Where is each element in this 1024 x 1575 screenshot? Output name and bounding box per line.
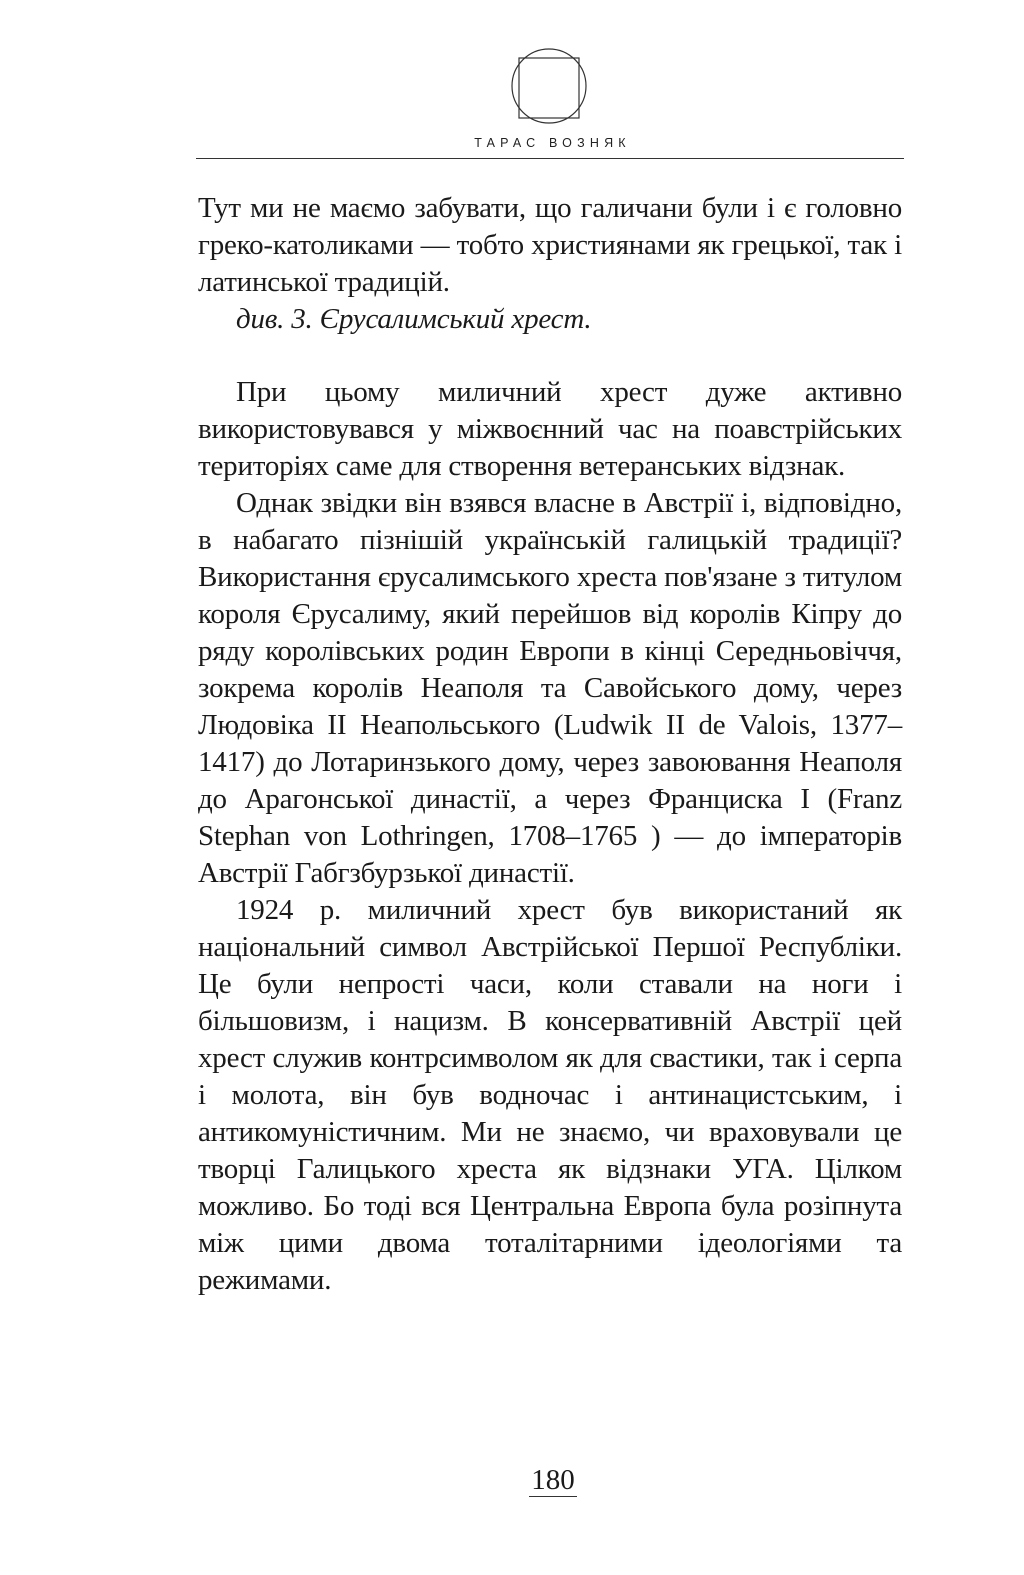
circle-square-logo-icon [509, 46, 589, 126]
header-rule [196, 158, 904, 159]
page-number [196, 1462, 904, 1499]
page-number-value: 180 [531, 1464, 575, 1496]
running-title: ТАРАС ВОЗНЯК [474, 136, 631, 150]
body-text [198, 190, 902, 1299]
paragraph-1: Тут ми не маємо забувати, що галичани були і є головно греко-католиками — тобто християнами як грецької, так і латинської традицій. [198, 192, 902, 298]
paragraph-gap [198, 338, 902, 374]
paragraph-4: 1924 р. миличний хрест був використаний як національний символ Австрійської Першої Республіки. Це були непрості часи, коли ставали на ноги і більшовизм, і нацизм. В консервативній Австрії цей хрест служив контрсимволом як для свастики, так і серпа і молота, він був водночас і антинацистським, і антикомуністичним. Ми не знаємо, чи враховували це творці Галицького хреста як відзнаки УГА. Цілком можливо. Бо тоді вся Центральна Европа була розіпнута між цими двома тоталітарними ідеологіями та режимами. [198, 894, 902, 1296]
paragraph-3: Однак звідки він взявся власне в Австрії і, відповідно, в набагато пізнішій українській галицькій традиції? Використання єрусалимського хреста пов'язане з титулом короля Єрусалиму, який перейшов від королів Кіпру до ряду королівських родин Европи в кінці Середньовіччя, зокрема королів Неаполя та Савойського дому, через Людовіка II Неапольського (Ludwik II de Valois, 1377–1417) до Лотаринзького дому, через завоювання Неаполя до Арагонської династії, а через Франциска I (Franz Stephan von Lothringen, 1708–1765 ) — до імператорів Австрії Габгзбурзької династії. [198, 487, 902, 889]
figure-reference: див. 3. Єрусалимський хрест. [236, 303, 592, 335]
paragraph-2: При цьому миличний хрест дуже активно використовувався у міжвоєнний час на поавстрійських територіях саме для створення ветеранських відзнак. [198, 376, 902, 482]
